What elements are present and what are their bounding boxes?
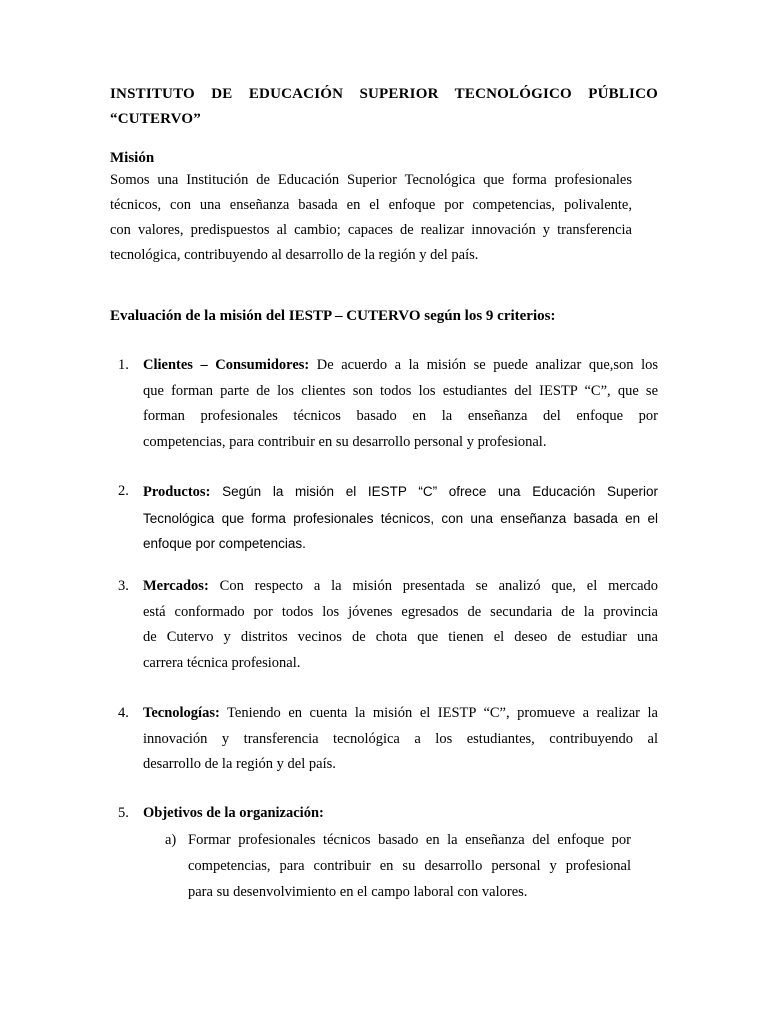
subitem-line: competencias, para contribuir en su desarrollo personal y profesional <box>188 858 631 874</box>
criterio-line: que forman parte de los clientes son todos los estudiantes del IESTP “C”, que se <box>143 382 658 399</box>
subitem-line: para su desenvolvimiento en el campo laboral con valores. <box>188 884 528 900</box>
document-title-line2: “CUTERVO” <box>110 111 201 127</box>
list-number: 4. <box>118 705 129 721</box>
criterio-line: competencias, para contribuir en su desarrollo personal y profesional. <box>143 433 547 450</box>
mision-line: tecnológica, contribuyendo al desarrollo de la región y del país. <box>110 247 479 263</box>
evaluacion-heading: Evaluación de la misión del IESTP – CUTERVO según los 9 criterios: <box>110 308 556 324</box>
criterio-line: enfoque por competencias. <box>143 536 306 551</box>
list-number: 5. <box>118 805 129 821</box>
criterio-text: Con respecto a la misión presentada se analizó que, el mercado <box>208 578 658 594</box>
mision-line: con valores, predispuestos al cambio; capaces de realizar innovación y transferencia <box>110 222 632 238</box>
list-letter: a) <box>165 832 177 848</box>
criterio-line: carrera técnica profesional. <box>143 654 301 671</box>
criterio-line: de Cutervo y distritos vecinos de chota que tienen el deseo de estudiar una <box>143 629 658 645</box>
criterio-label: Objetivos de la organización: <box>143 805 324 821</box>
document-title-line1: INSTITUTO DE EDUCACIÓN SUPERIOR TECNOLÓGICO PÚBLICO <box>110 86 658 102</box>
criterio-text: Según la misión el IESTP “C” ofrece una Educación Superior <box>210 484 658 499</box>
list-number: 3. <box>118 578 129 594</box>
criterio-line: innovación y transferencia tecnológica a los estudiantes, contribuyendo al <box>143 730 658 747</box>
mision-line: técnicos, con una enseñanza basada en el enfoque por competencias, polivalente, <box>110 197 632 213</box>
list-number: 2. <box>118 483 129 499</box>
subitem-line: Formar profesionales técnicos basado en la enseñanza del enfoque por <box>188 832 631 848</box>
criterio-line: Tecnológica que forma profesionales técnicos, con una enseñanza basada en el <box>143 510 658 526</box>
criterio-line: forman profesionales técnicos basado en la enseñanza del enfoque por <box>143 408 658 424</box>
list-number: 1. <box>118 357 129 373</box>
criterio-text: Teniendo en cuenta la misión el IESTP “C”, promueve a realizar la <box>219 705 658 721</box>
criterio-text: De acuerdo a la misión se puede analizar que,son los <box>309 357 658 373</box>
criterio-line: desarrollo de la región y del país. <box>143 756 336 772</box>
mision-paragraph <box>110 168 632 268</box>
mision-heading: Misión <box>110 150 155 166</box>
criterio-label: Productos: <box>143 484 211 500</box>
criterio-label: Clientes – Consumidores: <box>143 357 310 373</box>
criterio-line: está conformado por todos los jóvenes egresados de secundaria de la provincia <box>143 603 658 620</box>
criterio-label: Mercados: <box>143 578 209 594</box>
criterio-label: Tecnologías: <box>143 705 220 721</box>
mision-line: Somos una Institución de Educación Superior Tecnológica que forma profesionales <box>110 172 632 188</box>
